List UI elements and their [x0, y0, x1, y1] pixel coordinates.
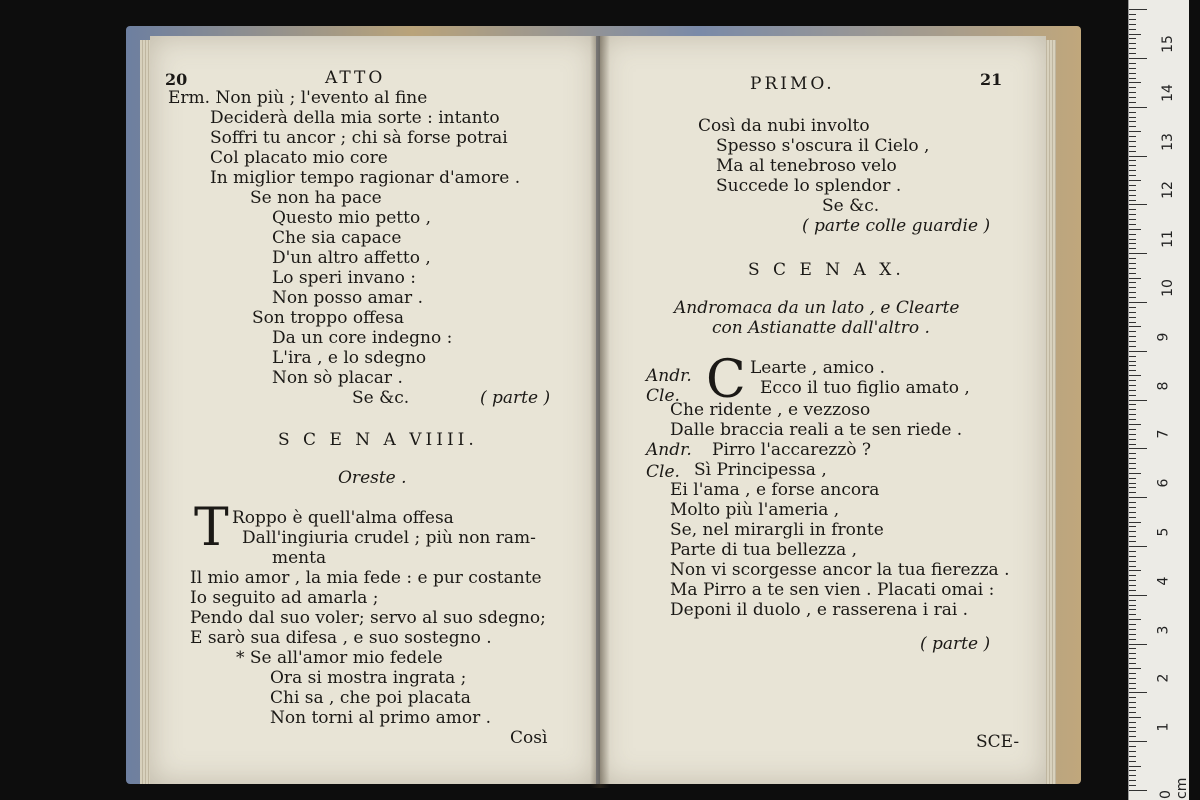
- ruler-tick: [1129, 668, 1141, 669]
- ruler-tick: [1129, 156, 1147, 157]
- ruler-tick: [1129, 727, 1136, 728]
- ruler-tick: [1129, 688, 1136, 689]
- ruler-tick: [1129, 414, 1136, 415]
- dialogue-line: Deponi il duolo , e rasserena i rai .: [670, 600, 969, 620]
- ruler-tick: [1129, 595, 1147, 596]
- ruler-tick: [1129, 346, 1136, 347]
- ruler-label: 5: [1155, 527, 1172, 537]
- ruler-tick: [1129, 526, 1136, 527]
- ruler-label: 6: [1155, 478, 1172, 488]
- ruler-tick: [1129, 780, 1136, 781]
- ruler-tick: [1129, 541, 1136, 542]
- verse-line: Col placato mio core: [210, 148, 388, 168]
- ruler-tick: [1129, 331, 1136, 332]
- ruler-tick: [1129, 302, 1147, 303]
- ruler-tick: [1129, 258, 1136, 259]
- ruler-tick: [1129, 448, 1147, 449]
- dialogue-line: Learte , amico .: [750, 358, 885, 378]
- ruler-tick: [1129, 468, 1136, 469]
- ruler-tick: [1129, 566, 1136, 567]
- ruler-tick: [1129, 170, 1136, 171]
- ruler-tick: [1129, 697, 1136, 698]
- ruler-tick: [1129, 351, 1147, 352]
- ruler-tick: [1129, 702, 1136, 703]
- verse-line: Che sia capace: [272, 228, 402, 248]
- ruler-tick: [1129, 102, 1136, 103]
- ruler-label: 12: [1159, 181, 1176, 200]
- ruler-label: 8: [1155, 381, 1172, 391]
- ruler-tick: [1129, 678, 1136, 679]
- ruler-tick: [1129, 375, 1141, 376]
- scene-character: Oreste .: [338, 468, 407, 488]
- dialogue-line: Ma Pirro a te sen vien . Placati omai :: [670, 580, 995, 600]
- ruler-tick: [1129, 390, 1136, 391]
- ruler-label: 10: [1159, 279, 1176, 297]
- verse-line: Dall'ingiuria crudel ; più non ram-: [242, 528, 536, 548]
- ruler-tick: [1129, 658, 1136, 659]
- ruler-tick: [1129, 87, 1136, 88]
- ruler-tick: [1129, 770, 1136, 771]
- ruler-tick: [1129, 790, 1147, 791]
- ruler-label: 14: [1159, 83, 1176, 102]
- ruler-tick: [1129, 365, 1136, 366]
- verse-line: * Se all'amor mio fedele: [236, 648, 443, 668]
- ruler-tick: [1129, 400, 1147, 401]
- ruler-tick: [1129, 731, 1136, 732]
- ruler-tick: [1129, 229, 1141, 230]
- ruler-tick: [1129, 146, 1136, 147]
- dialogue-line: Non vi scorgesse ancor la tua fierezza .: [670, 560, 1010, 580]
- ruler-tick: [1129, 507, 1136, 508]
- ruler-label: 7: [1155, 429, 1172, 439]
- ruler-tick: [1129, 785, 1136, 786]
- ruler-tick: [1129, 551, 1136, 552]
- running-head: PRIMO.: [750, 74, 835, 94]
- ruler-tick: [1129, 546, 1147, 547]
- dialogue-line: Molto più l'ameria ,: [670, 500, 840, 520]
- ruler-tick: [1129, 175, 1136, 176]
- verse-line: Succede lo splendor .: [716, 176, 902, 196]
- ruler-tick: [1129, 766, 1141, 767]
- ruler-tick: [1129, 307, 1136, 308]
- ruler-tick: [1129, 648, 1136, 649]
- ruler-tick: [1129, 717, 1141, 718]
- ruler-tick: [1129, 165, 1136, 166]
- ruler-tick: [1129, 424, 1141, 425]
- ruler-tick: [1129, 609, 1136, 610]
- ruler-tick: [1129, 34, 1141, 35]
- ruler-tick: [1129, 522, 1141, 523]
- ruler-tick: [1129, 644, 1147, 645]
- ruler-tick: [1129, 92, 1136, 93]
- ruler-tick: [1129, 439, 1136, 440]
- ruler-tick: [1129, 312, 1136, 313]
- ruler-tick: [1129, 580, 1136, 581]
- ruler-tick: [1129, 361, 1136, 362]
- speaker: Cle.: [646, 462, 680, 482]
- stage-direction: ( parte colle guardie ): [802, 216, 991, 236]
- verse-line: Lo speri invano :: [272, 268, 417, 288]
- page-number: 21: [980, 70, 1003, 89]
- ruler-tick: [1129, 385, 1136, 386]
- ruler-tick: [1129, 634, 1136, 635]
- ruler-tick: [1129, 292, 1136, 293]
- ruler-tick: [1129, 326, 1141, 327]
- ruler-label: 13: [1159, 132, 1176, 151]
- dialogue-line: Ei l'ama , e forse ancora: [670, 480, 880, 500]
- ruler-tick: [1129, 141, 1136, 142]
- verse-line: Ora si mostra ingrata ;: [270, 668, 467, 688]
- ruler-label: 0 cm: [1158, 777, 1190, 799]
- speaker: Andr.: [646, 366, 692, 386]
- verse-line: Pendo dal suo voler; servo al suo sdegno;: [190, 608, 546, 628]
- ruler-label: 11: [1159, 230, 1176, 249]
- dialogue-line: Che ridente , e vezzoso: [670, 400, 871, 420]
- dialogue-line: Pirro l'accarezzò ?: [712, 440, 872, 460]
- ruler-tick: [1129, 419, 1136, 420]
- ruler-tick: [1129, 444, 1136, 445]
- verse-line: Non torni al primo amor .: [270, 708, 492, 728]
- running-head: ATTO: [325, 68, 386, 88]
- verse-line: Da un core indegno :: [272, 328, 453, 348]
- ruler-tick: [1129, 297, 1136, 298]
- ruler-tick: [1129, 483, 1136, 484]
- verse-line: Soffri tu ancor ; chi sà forse potrai: [210, 128, 508, 148]
- ruler-tick: [1129, 112, 1136, 113]
- dialogue-line: Se, nel mirargli in fronte: [670, 520, 884, 540]
- ruler-tick: [1129, 395, 1136, 396]
- catchword: SCE-: [976, 732, 1020, 752]
- ruler-tick: [1129, 190, 1136, 191]
- speaker: Cle.: [646, 386, 680, 406]
- ruler-tick: [1129, 341, 1136, 342]
- ruler-tick: [1129, 492, 1136, 493]
- dialogue-line: Dalle braccia reali a te sen riede .: [670, 420, 963, 440]
- ruler-tick: [1129, 756, 1136, 757]
- ruler-tick: [1129, 404, 1136, 405]
- ruler-tick: [1129, 741, 1147, 742]
- ruler-label: 4: [1155, 576, 1172, 586]
- ruler-tick: [1129, 234, 1136, 235]
- scene-heading: S C E N A X.: [748, 260, 905, 280]
- ruler-tick: [1129, 429, 1136, 430]
- verse-line: Se &c.: [352, 388, 410, 408]
- ruler-tick: [1129, 614, 1136, 615]
- ruler-tick: [1129, 29, 1136, 30]
- ruler-tick: [1129, 82, 1141, 83]
- ruler-label: 9: [1155, 332, 1172, 342]
- ruler-tick: [1129, 136, 1136, 137]
- verse-line: Son troppo offesa: [252, 308, 405, 328]
- ruler-label: 1: [1155, 722, 1172, 732]
- stage-direction: ( parte ): [920, 634, 991, 654]
- ruler-tick: [1129, 463, 1136, 464]
- ruler-tick: [1129, 570, 1141, 571]
- ruler-tick: [1129, 19, 1136, 20]
- ruler-tick: [1129, 53, 1136, 54]
- verse-line: Ma al tenebroso velo: [716, 156, 897, 176]
- dialogue-line: Sì Principessa ,: [694, 460, 827, 480]
- ruler-tick: [1129, 121, 1136, 122]
- ruler-tick: [1129, 473, 1141, 474]
- ruler-tick: [1129, 107, 1147, 108]
- ruler-tick: [1129, 263, 1136, 264]
- verse-line: E sarò sua difesa , e suo sostegno .: [190, 628, 492, 648]
- ruler-tick: [1129, 575, 1136, 576]
- right-page: [600, 36, 1046, 784]
- ruler-tick: [1129, 356, 1136, 357]
- verse-line: Roppo è quell'alma offesa: [232, 508, 454, 528]
- ruler-tick: [1129, 370, 1136, 371]
- ruler-tick: [1129, 673, 1136, 674]
- ruler-tick: [1129, 209, 1136, 210]
- ruler-tick: [1129, 14, 1136, 15]
- ruler-tick: [1129, 151, 1136, 152]
- ruler-tick: [1129, 9, 1147, 10]
- ruler-tick: [1129, 736, 1136, 737]
- ruler-tick: [1129, 204, 1147, 205]
- stage-direction: ( parte ): [480, 388, 551, 408]
- verse-line: Così da nubi involto: [698, 116, 870, 136]
- ruler-tick: [1129, 746, 1136, 747]
- scene-description: Andromaca da un lato , e Clearte: [674, 298, 960, 318]
- ruler-tick: [1129, 639, 1136, 640]
- ruler-tick: [1129, 536, 1136, 537]
- ruler-tick: [1129, 619, 1141, 620]
- ruler-tick: [1129, 434, 1136, 435]
- dialogue-line: Ecco il tuo figlio amato ,: [760, 378, 970, 398]
- ruler-tick: [1129, 458, 1136, 459]
- ruler-tick: [1129, 282, 1136, 283]
- ruler-tick: [1129, 268, 1136, 269]
- ruler-tick: [1129, 517, 1136, 518]
- ruler-tick: [1129, 195, 1136, 196]
- ruler-tick: [1129, 117, 1136, 118]
- ruler-tick: [1129, 380, 1136, 381]
- page-number: 20: [165, 70, 188, 89]
- ruler-tick: [1129, 712, 1136, 713]
- ruler-tick: [1129, 653, 1136, 654]
- speaker: Andr.: [646, 440, 692, 460]
- ruler-tick: [1129, 336, 1136, 337]
- verse-line: Questo mio petto ,: [272, 208, 431, 228]
- verse-line: L'ira , e lo sdegno: [272, 348, 427, 368]
- ruler-tick: [1129, 214, 1136, 215]
- ruler-tick: [1129, 239, 1136, 240]
- ruler-label: 2: [1155, 673, 1172, 683]
- ruler-tick: [1129, 605, 1136, 606]
- ruler-tick: [1129, 761, 1136, 762]
- ruler-tick: [1129, 663, 1136, 664]
- ruler-tick: [1129, 273, 1136, 274]
- verse-line: Io seguito ad amarla ;: [190, 588, 379, 608]
- ruler-tick: [1129, 97, 1136, 98]
- verse-line: Se non ha pace: [250, 188, 382, 208]
- ruler-tick: [1129, 287, 1136, 288]
- ruler-tick: [1129, 58, 1147, 59]
- verse-line: Deciderà della mia sorte : intanto: [210, 108, 500, 128]
- ruler-tick: [1129, 43, 1136, 44]
- ruler-tick: [1129, 512, 1136, 513]
- verse-line: D'un altro affetto ,: [272, 248, 431, 268]
- drop-cap: T: [194, 498, 229, 558]
- left-page: [150, 36, 596, 784]
- ruler-tick: [1129, 692, 1147, 693]
- ruler-label: 3: [1155, 625, 1172, 635]
- verse-line: In miglior tempo ragionar d'amore .: [210, 168, 521, 188]
- ruler-tick: [1129, 180, 1141, 181]
- ruler-tick: [1129, 487, 1136, 488]
- ruler-tick: [1129, 478, 1136, 479]
- verse-line: menta: [272, 548, 327, 568]
- ruler-tick: [1129, 590, 1136, 591]
- ruler-tick: [1129, 278, 1141, 279]
- ruler-tick: [1129, 38, 1136, 39]
- ruler-tick: [1129, 243, 1136, 244]
- ruler-tick: [1129, 531, 1136, 532]
- ruler-tick: [1129, 219, 1136, 220]
- ruler-tick: [1129, 707, 1136, 708]
- ruler-tick: [1129, 683, 1136, 684]
- verse-line: Spesso s'oscura il Cielo ,: [716, 136, 930, 156]
- ruler-tick: [1129, 497, 1147, 498]
- ruler-tick: [1129, 185, 1136, 186]
- ruler-tick: [1129, 131, 1141, 132]
- ruler-tick: [1129, 200, 1136, 201]
- scene-description: con Astianatte dall'altro .: [712, 318, 930, 338]
- catchword: Così: [510, 728, 548, 748]
- ruler-tick: [1129, 160, 1136, 161]
- verse-line: Chi sa , che poi placata: [270, 688, 471, 708]
- ruler-tick: [1129, 775, 1136, 776]
- ruler-tick: [1129, 126, 1136, 127]
- ruler-tick: [1129, 629, 1136, 630]
- ruler-tick: [1129, 751, 1136, 752]
- ruler-tick: [1129, 556, 1136, 557]
- dialogue-line: Parte di tua bellezza ,: [670, 540, 858, 560]
- verse-line: Il mio amor , la mia fede : e pur costante: [190, 568, 542, 588]
- ruler-tick: [1129, 48, 1136, 49]
- ruler-tick: [1129, 585, 1136, 586]
- ruler-tick: [1129, 253, 1147, 254]
- ruler-tick: [1129, 322, 1136, 323]
- scene-heading: S C E N A VIIII.: [278, 430, 478, 450]
- verse-line: Non sò placar .: [272, 368, 403, 388]
- ruler-tick: [1129, 224, 1136, 225]
- ruler-tick: [1129, 63, 1136, 64]
- ruler-tick: [1129, 68, 1136, 69]
- ruler-tick: [1129, 409, 1136, 410]
- ruler-tick: [1129, 317, 1136, 318]
- ruler-label: 15: [1159, 35, 1176, 53]
- ruler-tick: [1129, 24, 1136, 25]
- ruler-tick: [1129, 248, 1136, 249]
- ruler-tick: [1129, 722, 1136, 723]
- ruler-tick: [1129, 78, 1136, 79]
- verse-line: Erm. Non più ; l'evento al fine: [168, 88, 428, 108]
- measurement-ruler: [1128, 0, 1189, 800]
- ruler-tick: [1129, 561, 1136, 562]
- ruler-tick: [1129, 624, 1136, 625]
- ruler-tick: [1129, 600, 1136, 601]
- ruler-tick: [1129, 502, 1136, 503]
- ruler-tick: [1129, 453, 1136, 454]
- verse-line: Non posso amar .: [272, 288, 423, 308]
- ruler-tick: [1129, 73, 1136, 74]
- verse-line: Se &c.: [822, 196, 880, 216]
- drop-cap: C: [706, 350, 746, 410]
